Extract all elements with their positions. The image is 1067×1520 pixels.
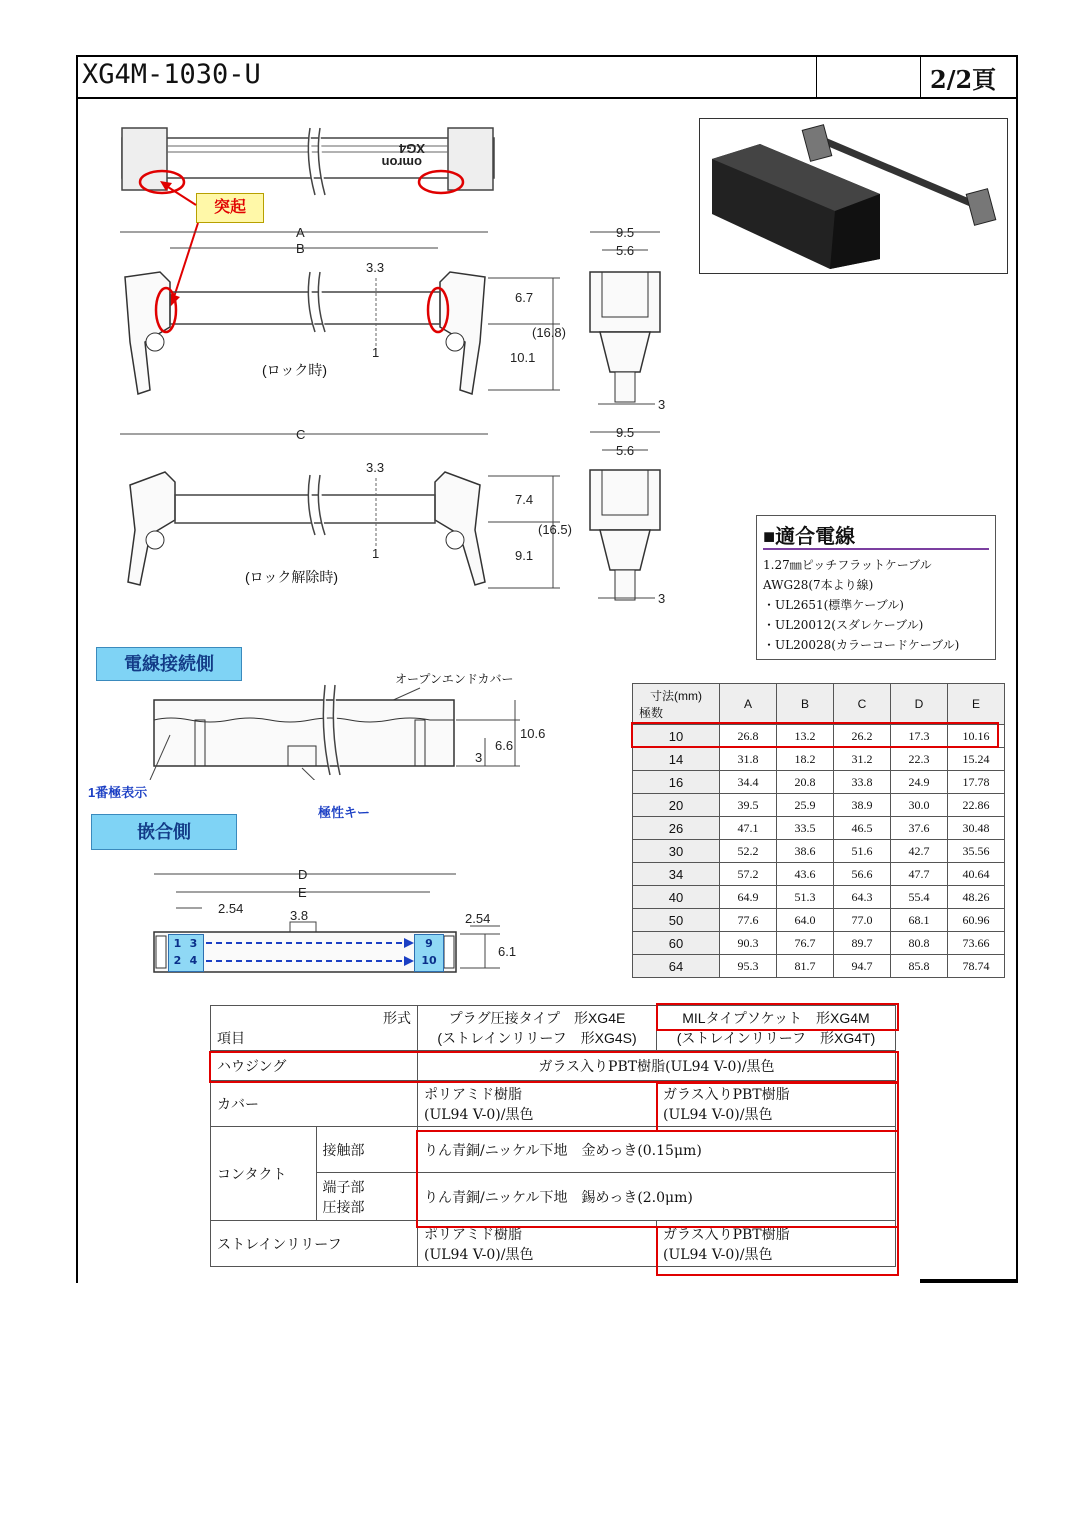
pole-count-cell: 20 [633,794,720,817]
dimension-cell: 25.9 [777,794,834,817]
svg-text:6.1: 6.1 [498,944,517,959]
dimension-cell: 73.66 [948,932,1005,955]
dimension-cell: 10.16 [948,725,1005,748]
mating-side-label: 嵌合側 [91,814,237,850]
svg-text:6.6: 6.6 [495,738,514,753]
svg-text:A: A [296,225,305,240]
wire-spec-divider [763,548,989,550]
dimension-cell: 77.0 [834,909,891,932]
wire-spec-item: ・UL20012(スダレケーブル) [763,618,924,632]
dimension-cell: 95.3 [720,955,777,978]
contact-label: コンタクト [211,1127,317,1221]
wire-spec-item: 1.27㎜ピッチフラットケーブル [763,558,932,572]
page-number: 2/2頁 [930,65,997,94]
svg-text:D: D [298,867,308,882]
document-title: XG4M-1030-U [82,59,261,90]
dimension-cell: 39.5 [720,794,777,817]
dimension-cell: 47.7 [891,863,948,886]
plug-type-sub: (ストレインリリーフ 形XG4S) [437,1030,637,1046]
svg-text:1: 1 [372,546,380,561]
pole-count-cell: 50 [633,909,720,932]
pole-count-cell: 40 [633,886,720,909]
dimension-cell: 89.7 [834,932,891,955]
dimension-cell: 51.6 [834,840,891,863]
pole-count-cell: 16 [633,771,720,794]
dimension-cell: 13.2 [777,725,834,748]
svg-text:7.4: 7.4 [515,492,534,507]
dim-table-header: D [891,684,948,725]
dim-table-row [633,817,1005,840]
wire-spec-title: ■適合電線 [763,526,856,548]
cover-label: カバー [211,1081,418,1127]
title-divider [816,57,817,97]
protrusion-callout: 突起 [196,193,264,223]
dimension-cell: 17.78 [948,771,1005,794]
open-end-cover-label: オープンエンドカバー [395,672,514,686]
dimension-cell: 42.7 [891,840,948,863]
bottom-rule [920,1279,1018,1283]
wire-side-drawing [140,680,560,780]
highlight-contact [416,1130,899,1228]
svg-text:3.3: 3.3 [366,260,385,275]
dimension-cell: 34.4 [720,771,777,794]
housing-label: ハウジング [211,1051,418,1081]
svg-text:6.7: 6.7 [515,290,534,305]
svg-text:3: 3 [658,397,666,412]
highlight-strain-relief [656,1226,899,1276]
dimension-cell: 22.86 [948,794,1005,817]
pole-count-cell: 26 [633,817,720,840]
brand-text: omron [381,155,422,170]
dim-table-header: C [834,684,891,725]
dimension-cell: 64.3 [834,886,891,909]
pole-count-cell: 60 [633,932,720,955]
dim-table-row [633,840,1005,863]
svg-text:E: E [298,885,307,900]
plug-type-title: プラグ圧接タイプ 形XG4E [448,1010,626,1026]
wire-spec-item: AWG28(7本より線) [763,578,874,592]
dimension-cell: 76.7 [777,932,834,955]
terminal-value: りん青銅/ニッケル下地 錫めっき(2.0μm) [418,1173,896,1221]
locked-caption: (ロック時) [262,362,328,378]
svg-text:2.54: 2.54 [218,901,244,916]
dimension-cell: 48.26 [948,886,1005,909]
dimension-cell: 35.56 [948,840,1005,863]
dimension-cell: 55.4 [891,886,948,909]
dimension-cell: 57.2 [720,863,777,886]
dimension-cell: 90.3 [720,932,777,955]
unlocked-caption: (ロック解除時) [245,569,339,585]
svg-text:3.8: 3.8 [290,908,309,923]
svg-text:2.54: 2.54 [465,911,491,926]
dimension-cell: 56.6 [834,863,891,886]
dimension-cell: 85.8 [891,955,948,978]
svg-text:C: C [296,427,306,442]
dimension-cell: 33.5 [777,817,834,840]
dimension-cell: 26.2 [834,725,891,748]
dimension-cell: 30.48 [948,817,1005,840]
wire-side-label: 電線接続側 [96,647,242,681]
dimension-cell: 38.6 [777,840,834,863]
highlight-row-10 [631,722,999,748]
pin-arrows [202,934,416,970]
dim-table-header: A [720,684,777,725]
dimension-cell: 77.6 [720,909,777,932]
unlocked-drawing [110,420,680,610]
dimension-cell: 94.7 [834,955,891,978]
pin-block-right: 9 10 [414,934,444,972]
dimension-cell: 78.74 [948,955,1005,978]
dimension-cell: 30.0 [891,794,948,817]
title-divider [920,57,921,97]
dimension-cell: 52.2 [720,840,777,863]
dimension-cell: 37.6 [891,817,948,840]
dimension-cell: 33.8 [834,771,891,794]
svg-text:1: 1 [372,345,380,360]
pole-count-cell: 14 [633,748,720,771]
dimension-cell: 64.0 [777,909,834,932]
product-photo [699,118,1008,274]
corner-item-label: 項目 [217,1030,245,1046]
locked-drawing [110,222,680,412]
svg-text:10.1: 10.1 [510,350,536,365]
dim-table-row [633,886,1005,909]
dimension-cell: 46.5 [834,817,891,840]
connector-photo-image [700,119,1007,273]
dimension-cell: 64.9 [720,886,777,909]
dimension-cell: 38.9 [834,794,891,817]
dimension-cell: 31.8 [720,748,777,771]
pole-count-cell: 30 [633,840,720,863]
svg-text:9.5: 9.5 [616,225,635,240]
dim-table-header: E [948,684,1005,725]
pole-count-cell: 34 [633,863,720,886]
dimension-cell: 31.2 [834,748,891,771]
svg-text:3: 3 [658,591,666,606]
contact-area-label: 接触部 [316,1127,418,1173]
svg-text:B: B [296,241,305,256]
svg-text:5.6: 5.6 [616,443,635,458]
dimension-cell: 81.7 [777,955,834,978]
corner-format-label: 形式 [383,1010,411,1026]
dim-table-header: B [777,684,834,725]
applicable-wire-box [756,515,996,660]
svg-text:5.6: 5.6 [616,243,635,258]
pole-count-cell: 64 [633,955,720,978]
pin1-indicator-label: 1番極表示 [88,785,148,800]
dimension-cell: 40.64 [948,863,1005,886]
dim-table-row [633,955,1005,978]
svg-text:10.6: 10.6 [520,726,546,741]
mil-socket-title: MILタイプソケット 形XG4M [682,1010,870,1026]
highlight-mil-socket [656,1003,899,1031]
dim-table-row [633,932,1005,955]
pin-block-left: 1 3 2 4 [168,934,204,972]
dimension-cell: 43.6 [777,863,834,886]
dimension-cell: 26.8 [720,725,777,748]
polarity-key-label: 極性キー [318,805,371,820]
svg-text:3.3: 3.3 [366,460,385,475]
dimension-cell: 47.1 [720,817,777,840]
dimension-cell: 51.3 [777,886,834,909]
dimension-cell: 22.3 [891,748,948,771]
material-spec-table: 形式 項目 プラグ圧接タイプ 形XG4E (ストレインリリーフ 形XG4S) MILタイプソケット 形XG4M (ストレインリリーフ 形XG4T) ハウジング ガラス入りPBT樹脂(UL94 V-0)/黒色 カバー ポリアミド樹脂 (UL94 V-0)/黒色 ガラス入りPBT樹脂 (UL94 V-0)/黒色 コンタクト 接触部 りん青銅/ニッケル下地 金めっき(0.15μm) 端子部 圧接部 りん青銅/ニッケル下地 錫めっき(2.0μm) ストレインリリーフ ポリアミド樹脂 (UL94 V-0)/黒色 ガラス入りPBT樹脂 (UL94 V-0)/黒色 [210,1005,896,1267]
svg-text:(16.8): (16.8) [532,325,566,340]
mil-socket-sub: (ストレインリリーフ 形XG4T) [676,1030,876,1046]
svg-text:9.5: 9.5 [616,425,635,440]
dim-table-row [633,771,1005,794]
dim-table-row [633,748,1005,771]
pole-count-cell: 10 [633,725,720,748]
dimension-cell: 18.2 [777,748,834,771]
dimension-cell: 17.3 [891,725,948,748]
strain-relief-label: ストレインリリーフ [211,1221,418,1267]
svg-text:9.1: 9.1 [515,548,534,563]
dimension-cell: 15.24 [948,748,1005,771]
dimension-cell: 68.1 [891,909,948,932]
model-text: XG4 [398,141,425,156]
dimension-cell: 24.9 [891,771,948,794]
contact-area-value: りん青銅/ニッケル下地 金めっき(0.15μm) [418,1127,896,1173]
dim-table-row [633,863,1005,886]
highlight-cover [656,1082,899,1132]
svg-text:(16.5): (16.5) [538,522,572,537]
highlight-housing [209,1051,899,1083]
svg-text:3: 3 [475,750,483,765]
dimension-cell: 80.8 [891,932,948,955]
dim-table-corner: 寸法(mm) 極数 [633,684,720,725]
dimension-cell: 60.96 [948,909,1005,932]
dim-table-row [633,909,1005,932]
dimension-cell: 20.8 [777,771,834,794]
wire-spec-item: ・UL20028(カラーコードケーブル) [763,638,960,652]
housing-value: ガラス入りPBT樹脂(UL94 V-0)/黒色 [418,1051,896,1081]
dim-table-row [633,794,1005,817]
wire-spec-item: ・UL2651(標準ケーブル) [763,598,904,612]
